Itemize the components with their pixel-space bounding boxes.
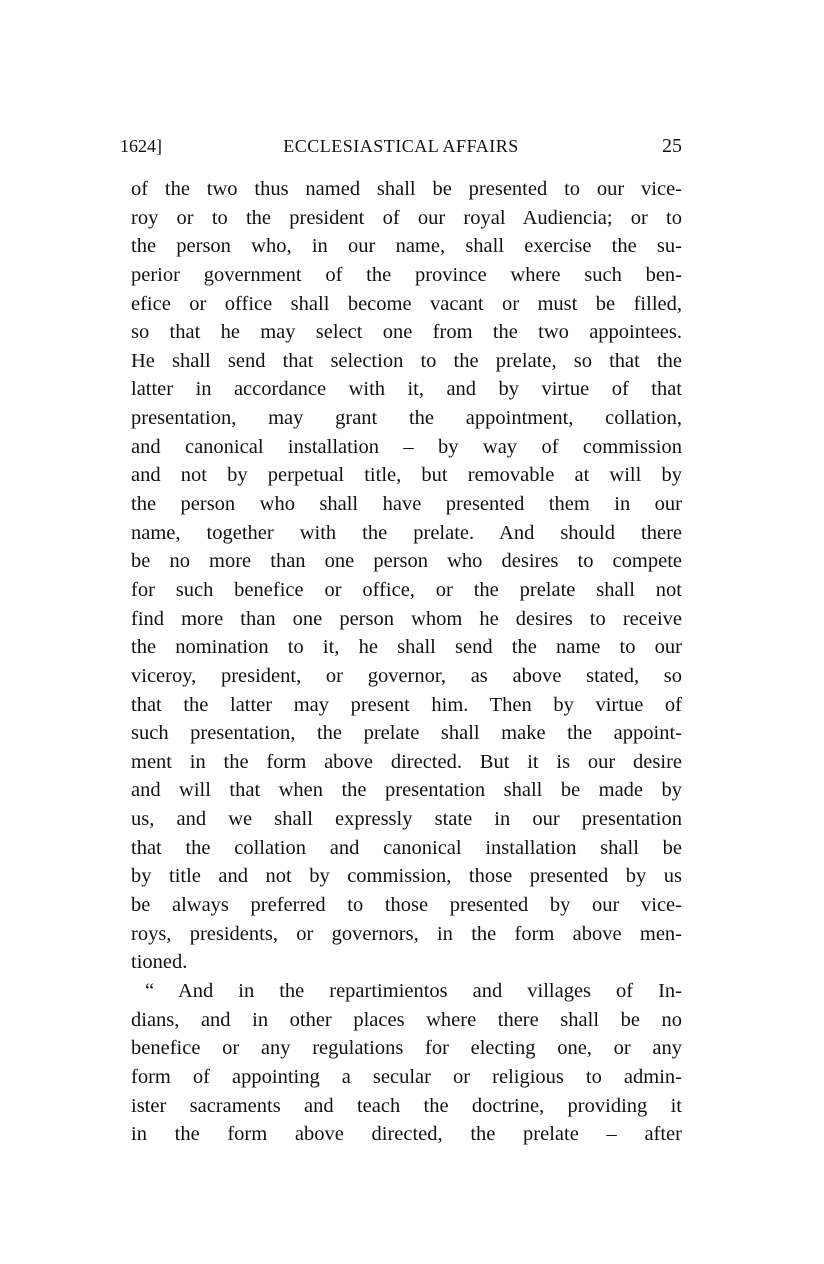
text-line: efice or office shall become vacant or must be filled, (131, 292, 682, 315)
text-line: dians, and in other places where there shall be no (131, 1008, 682, 1031)
text-line: us, and we shall expressly state in our presentation (131, 808, 682, 831)
text-line: the person who shall have presented them in our (131, 493, 682, 516)
text-line: form of appointing a secular or religious to admin- (131, 1065, 682, 1088)
text-line: of the two thus named shall be presented to our vice- (131, 178, 682, 200)
text-line: and not by perpetual title, but removable at will by (131, 464, 682, 487)
text-line: ment in the form above directed. But it is our desire (131, 750, 682, 773)
text-line: the person who, in our name, shall exercise the su- (131, 235, 682, 258)
running-head-year: 1624] (120, 136, 162, 156)
text-line: in the form above directed, the prelate – after (131, 1123, 682, 1146)
text-line: the nomination to it, he shall send the name to our (131, 636, 682, 659)
text-line: for such benefice or office, or the prelate shall not (131, 578, 682, 601)
text-line: viceroy, president, or governor, as above stated, so (131, 664, 682, 687)
text-line: such presentation, the prelate shall make the appoint- (131, 722, 682, 745)
text-line: tioned. (131, 951, 188, 974)
text-line: by title and not by commission, those presented by us (131, 865, 682, 888)
text-line: perior government of the province where such ben- (131, 263, 682, 286)
running-head (120, 134, 682, 158)
text-line: find more than one person whom he desires to receive (131, 607, 682, 630)
page-number: 25 (662, 135, 682, 157)
text-line: that the collation and canonical installation shall be (131, 836, 682, 859)
running-head-title: ECCLESIASTICAL AFFAIRS (283, 136, 519, 156)
text-line: be always preferred to those presented by our vice- (131, 894, 682, 917)
text-line: presentation, may grant the appointment, collation, (131, 407, 682, 430)
text-line: so that he may select one from the two appointees. (131, 321, 682, 344)
text-line: benefice or any regulations for electing one, or any (131, 1037, 682, 1060)
text-line: that the latter may present him. Then by virtue of (131, 693, 682, 716)
text-line: and canonical installation – by way of commission (131, 435, 682, 458)
text-line: latter in accordance with it, and by virtue of that (131, 378, 682, 401)
text-line: roy or to the president of our royal Audiencia; or to (131, 206, 682, 229)
text-line: He shall send that selection to the prelate, so that the (131, 349, 682, 372)
text-line: ister sacraments and teach the doctrine, providing it (131, 1094, 682, 1117)
body-text (131, 175, 682, 1149)
text-line: roys, presidents, or governors, in the form above men- (131, 922, 682, 945)
text-line: name, together with the prelate. And should there (131, 521, 682, 544)
text-line: be no more than one person who desires to compete (131, 550, 682, 573)
text-line: “ And in the repartimientos and villages of In- (145, 979, 682, 1002)
text-line: and will that when the presentation shall be made by (131, 779, 682, 802)
